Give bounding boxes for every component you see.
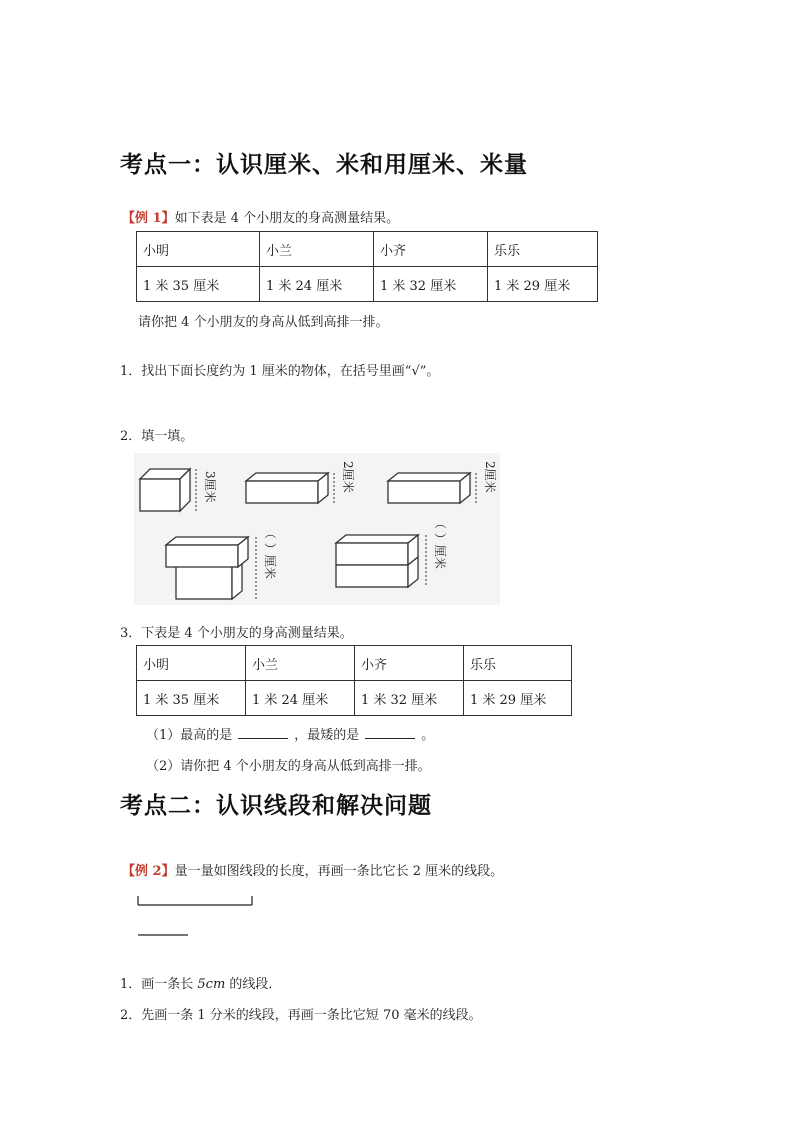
practice-2: 2．先画一条 1 分米的线段，再画一条比它短 70 毫米的线段。 bbox=[120, 1008, 482, 1023]
line-segment-figure bbox=[134, 892, 258, 942]
example-2-line bbox=[122, 860, 503, 879]
answer-blank[interactable] bbox=[238, 726, 288, 739]
height-table-2 bbox=[136, 645, 572, 716]
table-cell: 1 米 32 厘米 bbox=[355, 681, 464, 716]
section-title-2: 考点二：认识线段和解决问题 bbox=[120, 793, 432, 819]
table-cell: 1 米 29 厘米 bbox=[488, 267, 598, 302]
example-text: 如下表是 4 个小朋友的身高测量结果。 bbox=[174, 211, 400, 226]
sub-text: ，最矮的是 bbox=[294, 728, 360, 743]
table-cell: 1 米 29 厘米 bbox=[464, 681, 572, 716]
practice-text: 1．画一条长 bbox=[120, 977, 198, 992]
label-blank: （ ）厘米 bbox=[433, 517, 447, 569]
example-1-question: 请你把 4 个小朋友的身高从低到高排一排。 bbox=[138, 315, 389, 330]
sub-text: 。 bbox=[421, 728, 435, 743]
question-3: 3．下表是 4 个小朋友的身高测量结果。 bbox=[120, 626, 353, 641]
table-cell: 乐乐 bbox=[488, 232, 598, 267]
blocks-figure bbox=[134, 453, 500, 605]
example-1-line bbox=[122, 207, 399, 226]
label-2cm: 2厘米 bbox=[341, 461, 355, 493]
unit-text: 5cm bbox=[197, 977, 226, 992]
table-cell: 小明 bbox=[137, 232, 260, 267]
table-cell: 小兰 bbox=[246, 646, 355, 681]
label-3cm: 3厘米 bbox=[203, 471, 217, 503]
practice-text: 的线段． bbox=[225, 977, 282, 992]
question-3-sub-2: （2）请你把 4 个小朋友的身高从低到高排一排。 bbox=[146, 759, 431, 774]
example-text: 量一量如图线段的长度，再画一条比它长 2 厘米的线段。 bbox=[174, 864, 504, 879]
table-cell: 1 米 32 厘米 bbox=[374, 267, 488, 302]
table-row bbox=[137, 267, 598, 302]
table-cell: 1 米 24 厘米 bbox=[246, 681, 355, 716]
question-3-sub-1 bbox=[146, 724, 434, 743]
table-row bbox=[137, 232, 598, 267]
height-table-1 bbox=[136, 231, 598, 302]
example-tag: 【例 2】 bbox=[122, 864, 175, 879]
section-title-1: 考点一：认识厘米、米和用厘米、米量 bbox=[120, 152, 528, 178]
table-cell: 1 米 24 厘米 bbox=[260, 267, 374, 302]
table-cell: 小兰 bbox=[260, 232, 374, 267]
block-front-face bbox=[140, 479, 180, 511]
table-cell: 1 米 35 厘米 bbox=[137, 267, 260, 302]
table-row bbox=[137, 681, 572, 716]
table-cell: 小齐 bbox=[355, 646, 464, 681]
sub-text: （1）最高的是 bbox=[146, 728, 233, 743]
label-blank: （ ）厘米 bbox=[263, 527, 277, 579]
table-cell: 小齐 bbox=[374, 232, 488, 267]
table-cell: 1 米 35 厘米 bbox=[137, 681, 246, 716]
example-tag: 【例 1】 bbox=[122, 211, 175, 226]
question-1: 1．找出下面长度约为 1 厘米的物体，在括号里画“√”。 bbox=[120, 364, 440, 379]
practice-1 bbox=[120, 973, 281, 992]
table-row bbox=[137, 646, 572, 681]
question-2: 2．填一填。 bbox=[120, 429, 194, 444]
table-cell: 小明 bbox=[137, 646, 246, 681]
table-cell: 乐乐 bbox=[464, 646, 572, 681]
label-2cm: 2厘米 bbox=[483, 461, 497, 493]
answer-blank[interactable] bbox=[365, 726, 415, 739]
